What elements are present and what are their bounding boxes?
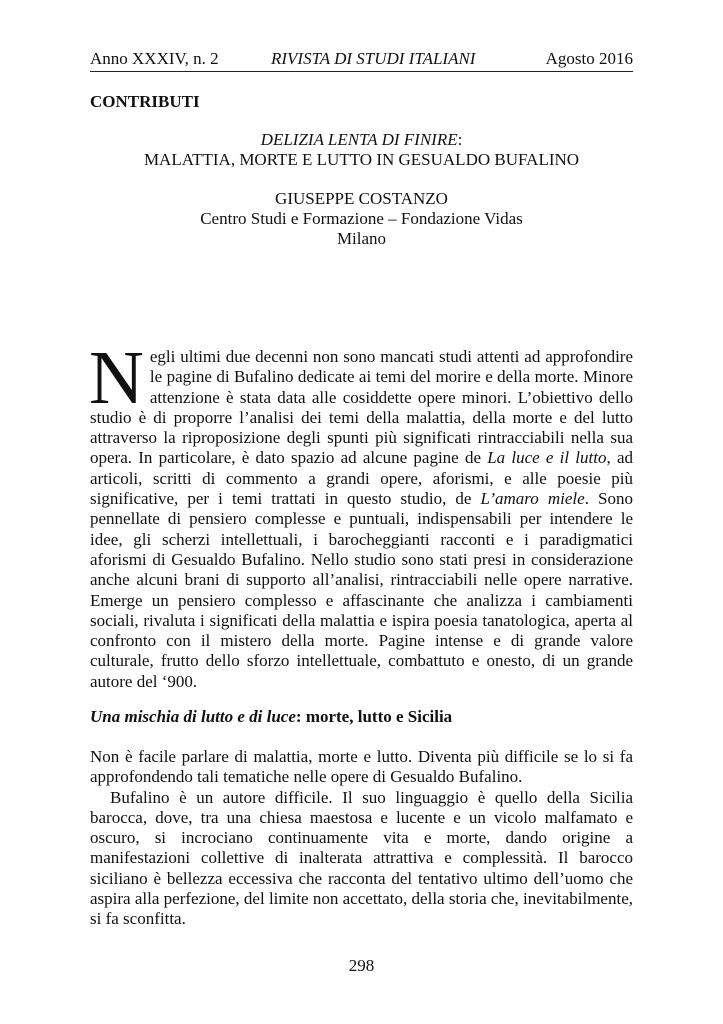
header-date: Agosto 2016 [545, 49, 633, 68]
author-name: GIUSEPPE COSTANZO [275, 189, 448, 208]
author-block [90, 189, 633, 249]
abstract-text-3: . Sono pennellate di pensiero complesse e puntuali, indispensabili per intendere le idee, gli scherzi intellettuali, i barocheggianti racconti e i paradigmatici aforismi di Gesualdo Bufalino. Nello studio sono stati presi in considerazione anche alcuni brani di supporto all’analisi, rintracciabili nelle opere narrative. Emerge un pensiero complesso e affascinante che analizza i cambiamenti sociali, rivaluta i significati della malattia e ispira poesia tanatologica, aperta al confronto con il mistero della morte. Pagine intense e di grande valore culturale, frutto dello sforzo intellettuale, combattuto e onesto, di un grande autore del ‘900. [90, 489, 633, 691]
article-subtitle: MALATTIA, MORTE E LUTTO IN GESUALDO BUFALINO [143, 150, 580, 169]
article-title-block [90, 130, 633, 170]
header-journal-title: RIVISTA DI STUDI ITALIANI [271, 49, 476, 68]
abstract [89, 336, 633, 692]
abstract-italic-title-1: La luce e il lutto [487, 448, 607, 468]
running-header [90, 49, 633, 72]
page-number: 298 [348, 956, 375, 975]
abstract-text-1: egli ultimi due decenni non sono mancati studi attenti ad approfondire le pagine di Bufalino dedicate ai temi del morire e della morte. Minore attenzione è stata data alle cosiddette opere minori. L’obiettivo dello studio è di proporre l’analisi dei temi della malattia, della morte e del lutto attraverso la riproposizione degli spunti più significati rintracciabili nella sua opera. In particolare, è dato spazio ad alcune pagine de [90, 347, 633, 468]
section-heading [90, 707, 452, 727]
section-heading-italic: Una mischia di lutto e di luce [90, 707, 296, 726]
article-title-colon: : [457, 130, 463, 149]
abstract-italic-title-2: L’amaro miele [480, 489, 585, 509]
body-text [90, 747, 633, 930]
body-paragraph-1: Non è facile parlare di malattia, morte e lutto. Diventa più difficile se lo si fa approfondendo tali tematiche nelle opere di Gesualdo Bufalino. [90, 747, 633, 787]
author-affiliation: Centro Studi e Formazione – Fondazione Vidas [200, 209, 523, 228]
section-heading-rest: : morte, lutto e Sicilia [295, 707, 453, 726]
abstract-paragraph [89, 336, 633, 692]
abstract-text-2: , ad articoli, scritti di commento a grandi opere, aforismi, e alle poesie più significative, per i temi trattati in questo studio, de [90, 448, 633, 509]
header-issue: Anno XXXIV, n. 2 [90, 49, 219, 68]
body-paragraph-2: Bufalino è un autore difficile. Il suo linguaggio è quello della Sicilia barocca, dove, tra una chiesa maestosa e lucente e un vicolo malfamato e oscuro, si incrociano continuamente vita e morte, dando origine a manifestazioni collettive di inalterata attrattiva e complessità. Il barocco siciliano è bellezza eccessiva che racconta del tentativo ultimo dell’uomo che aspira alla perfezione, del limite non accettato, della storia che, inevitabilmente, si fa sconfitta. [90, 787, 633, 929]
author-city: Milano [336, 229, 387, 248]
section-label: CONTRIBUTI [90, 92, 200, 111]
drop-cap: N [89, 336, 144, 420]
article-title-italic: DELIZIA LENTA DI FINIRE [260, 130, 458, 149]
article-title [90, 130, 633, 150]
